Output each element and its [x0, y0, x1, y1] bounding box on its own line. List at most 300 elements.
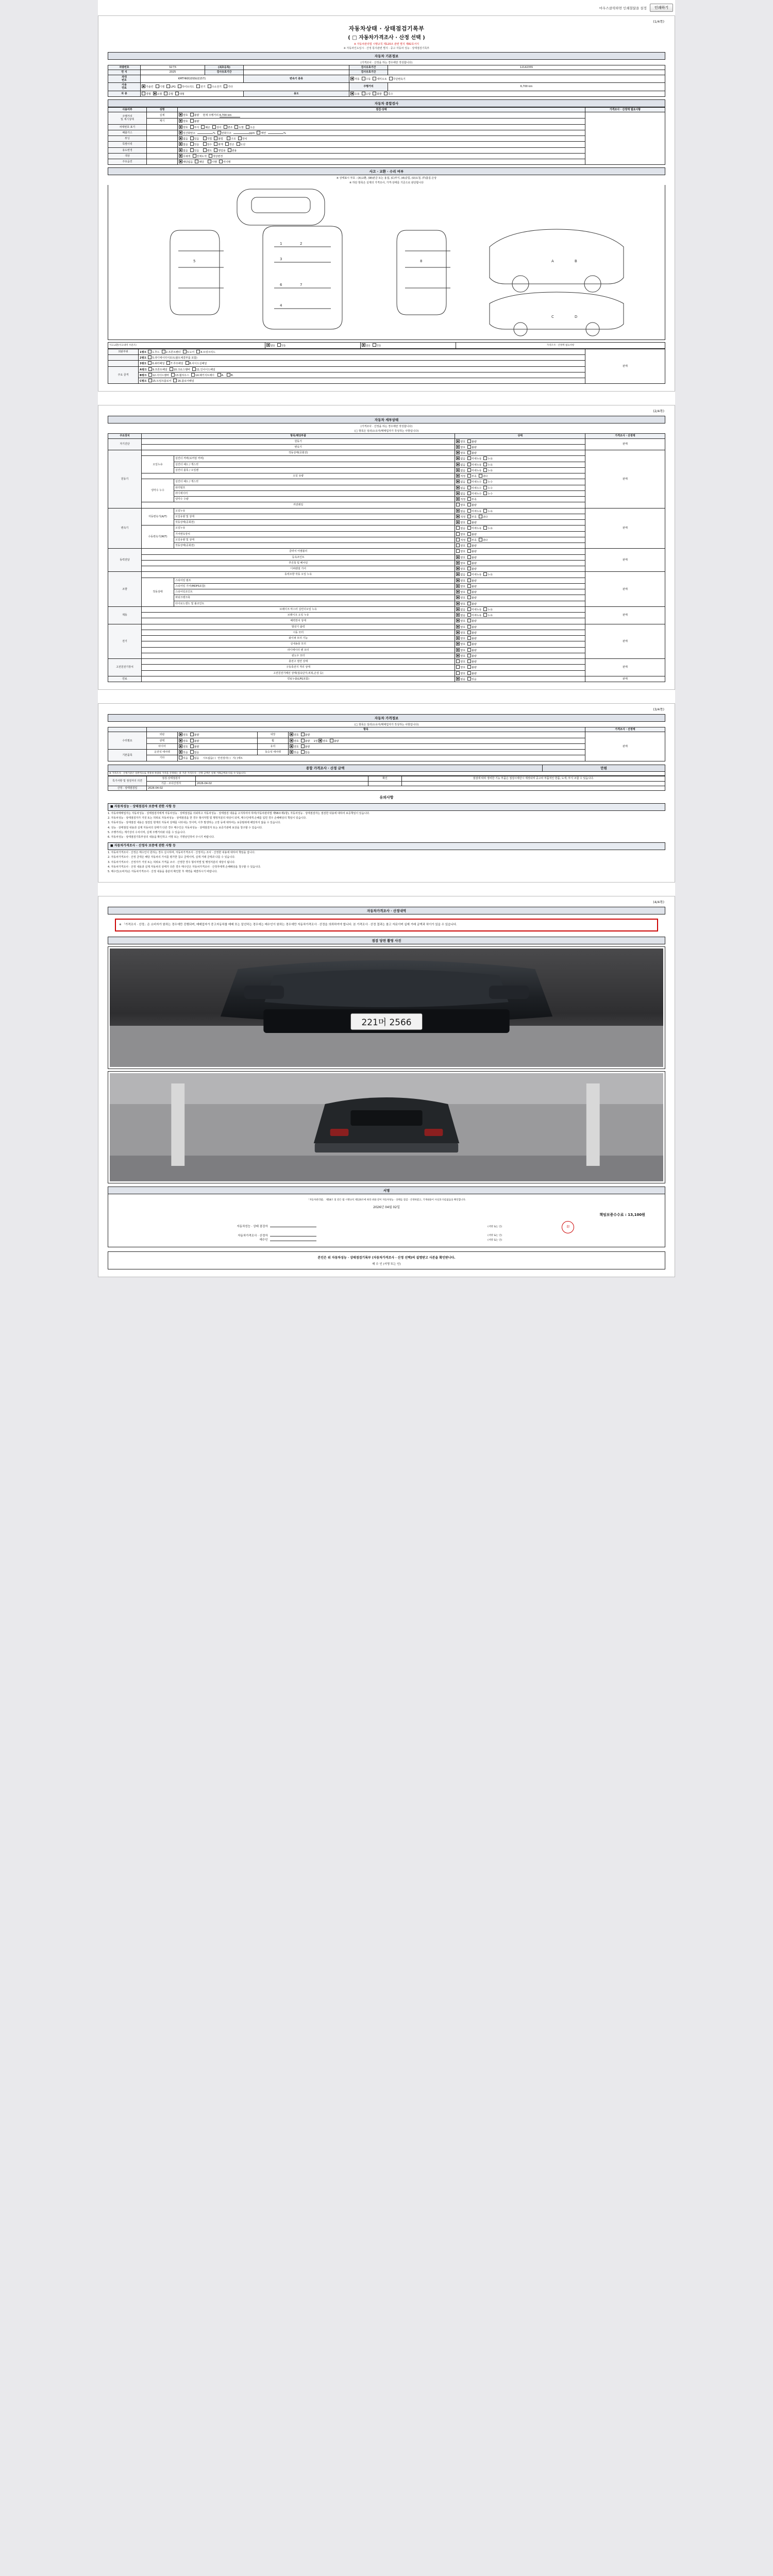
row-st-act: 작동상태 — [142, 578, 174, 606]
result-appraiser-label: 기준 · 조사산정자 — [147, 781, 196, 786]
guide-item-2-1: 2. 자동차가격조사 · 산정 금액은 해당 자동차의 가치를 평가한 참고 금액이며, 실제 거래 금액과 다를 수 있습니다. — [108, 856, 236, 859]
svg-text:6: 6 — [280, 283, 282, 287]
result-band: 종합 가격조사 · 산정 금액 — [108, 765, 543, 771]
opts-eng-commonrail: 양호 불량 — [455, 502, 585, 508]
page-number-3: (3/4쪽) — [653, 707, 664, 712]
photo-front — [108, 946, 665, 1069]
remark-power: 판매 — [585, 549, 665, 572]
row-el-6: 윈도우 모터 — [142, 653, 455, 658]
row-el-4: 실내송풍 모터 — [142, 641, 455, 647]
svg-text:7: 7 — [300, 283, 303, 287]
row-fu-1: 연료누출(LPG포함) — [142, 676, 455, 682]
guide-item-1-3: 4. 성능 · 상태점검 내용과 실제 자동차의 상태가 다른 경우 매수인은 자동차성능 · 상태점검자 또는 보증기관에 보상을 청구할 수 있습니다. — [108, 826, 263, 829]
row-tuning-name — [147, 136, 178, 142]
state-caption-1: (가격조사 · 산정을 하는 경우에만 작성합니다) — [360, 425, 413, 429]
result-inspector-label: 점검·상태점검자 — [147, 776, 196, 781]
row-eng-cool: 냉각수 누수 — [142, 479, 174, 502]
cartype-options: 경형 소형 중형 대형 — [141, 91, 244, 96]
page-1 — [98, 15, 675, 392]
pr-4-o2: 있음 없음 — [289, 750, 585, 755]
label-cartype: 차 종 — [108, 91, 141, 96]
opts-mt-3: 적정 부족 과다 — [455, 537, 585, 543]
row-emission-name — [147, 130, 178, 135]
guide-notes — [108, 803, 665, 874]
row-at: 자동변속기(A/T) — [142, 508, 174, 526]
sub-eng-cool-1: 실린더 헤드 / 개스킷 — [174, 479, 455, 485]
pr-5-n: 기타 — [147, 755, 178, 761]
row-el-1: 발전기 출력 — [142, 624, 455, 630]
guide-item-1-5: 6. 자동차성능 · 상태점검기록부상의 내용을 확인하고 서명 또는 기명날인하여 주시기 바랍니다. — [108, 836, 215, 839]
page4-title: 자동차가격조사 · 산정내역 — [108, 907, 665, 914]
value-year: 2025 — [141, 70, 205, 75]
opts-eng-oil-1: 없음 미세누유 누유 — [455, 456, 585, 462]
row-pw-2: 등속조인트 — [142, 554, 455, 560]
sign-row-0-label: 자동차성능 · 상태 점검자 — [237, 1225, 268, 1229]
plate-text: 221머 2566 — [361, 1016, 412, 1027]
result-date-value: 2026-04-02 — [147, 786, 665, 790]
sub-at-1: 오일누유 — [174, 508, 455, 514]
row-usechange-name — [147, 147, 178, 153]
sub-mt-3: 오일유량 및 상태 — [174, 537, 455, 543]
guide-item-2-0: 1. 자동차가격조사 · 산정은 매수인이 원하는 경우 실시하며, 자동차가격조사 · 산정자는 조사 · 산정한 내용에 대하여 책임을 집니다. — [108, 851, 256, 854]
row-usechange-opts: 없음 있음 렌트 영업용 관용 — [178, 147, 585, 153]
row-hv-3: 고전원전기배선 상태(접속단자,피복,손상 등) — [142, 670, 455, 676]
pr-2-n2: 휠 — [258, 738, 289, 743]
opts-st-6: 양호 불량 — [455, 601, 585, 606]
parts-outer-rank2: 2랭크 5.라디에이터서포트(볼트체결부품 포함) — [139, 355, 585, 361]
row-br-1: 브레이크 마스터 실린더오일 누유 — [142, 606, 455, 612]
accident-remark: 판매 — [585, 349, 665, 384]
opts-pw-2: 양호 불량 — [455, 554, 585, 560]
result-band-right: 만원 — [543, 765, 665, 771]
price-col-1: 항목 — [147, 727, 585, 732]
row-pw-3: 추진축 및 베어링 — [142, 560, 455, 566]
opts-el-6: 양호 불량 — [455, 653, 585, 658]
section-price-band: 자동차 가격정보 — [108, 714, 665, 722]
sub-eng-oil-1: 실린더 커버(로커암 커버) — [174, 456, 455, 462]
opts-mt-2: 양호 불량 — [455, 531, 585, 537]
photo-front-image — [110, 948, 663, 1067]
price-caption: (□ 항목은 딜러/소유자/매매업자가 작성하는 사항입니다) — [354, 723, 419, 727]
opts-eng-idle: 양호 불량 — [455, 450, 585, 456]
sub-eng-oil-3: 실린더 블록 / 오일팬 — [174, 467, 455, 473]
opts-pw-1: 양호 불량 — [455, 549, 585, 554]
row-hv-1: 충전구 절연 상태 — [142, 659, 455, 665]
parts-outer-label-3 — [108, 361, 139, 366]
pr-1-n2: 내장 — [258, 732, 289, 738]
opts-pw-4: 양호 불량 — [455, 566, 585, 572]
label-mileage: 주행거리 — [349, 83, 388, 91]
opts-fu-1: 없음 있음 — [455, 676, 585, 682]
guide-item-2-2: 3. 자동차가격조사 · 산정자가 거짓 또는 허위로 가격을 조사 · 산정한 경우 형사처벌 및 행정처분의 대상이 됩니다. — [108, 860, 236, 864]
guide-sec1: ■ 자동차성능 · 상태점검자 보증에 관한 사항 등 — [108, 803, 665, 811]
opts-eng-cool-4: 적정 부족 — [455, 497, 585, 502]
price-col-3: 가격조사 · 산정액 — [585, 727, 665, 732]
label-car-no: 차량번호 — [108, 65, 141, 70]
sub-eng-cool-3: 라디에이터 — [174, 490, 455, 496]
parts-outer-rank1: 1랭크 1.후드 2.프론트휀더 3.도어 4.트렁크리드 — [139, 349, 585, 354]
label-transmission: 변속기 종류 — [244, 75, 349, 83]
opts-sd-engine: 양호 불량 — [455, 438, 585, 444]
parts-outer-label: 외판부위 — [108, 349, 139, 354]
row-pw-1: 클러치 어셈블리 — [142, 549, 455, 554]
opts-sd-trans: 양호 불량 — [455, 444, 585, 450]
photo-rear — [108, 1071, 665, 1183]
row-emission-opts: 일산화탄소 % 탄화수소 ppm 매연 % — [178, 130, 585, 135]
opts-st-3: 양호 불량 — [455, 583, 585, 589]
state-col-4: 가격조사 · 산정액 — [585, 434, 665, 438]
sub-eng-cool-4: 냉각수 수량 — [174, 497, 455, 502]
row-br-3: 배력장치 상태 — [142, 618, 455, 624]
parts-main-b: B랭크 12.사이드맴버 13.휠하우스 14.패키지트레이 A. B. — [139, 372, 585, 378]
grp-elec: 전기 — [108, 624, 142, 659]
pr-5-o: 있음 없음 시트없음( ) 안전검사( ) 기( )세트 — [178, 755, 585, 761]
pr-2-o2: 양호 불량 1열 양호 불량 — [289, 738, 585, 743]
row-eng-oil: 오일누유 — [142, 456, 174, 473]
row-history-label: 특별이력 — [108, 142, 147, 147]
row-meter-opts: 양호 불량 — [178, 118, 585, 124]
result-date-label: 산정 · 상태점검일 — [108, 786, 147, 790]
car-damage-diagram[interactable] — [108, 185, 665, 340]
label-fuel: 사용 연료 — [108, 83, 141, 91]
opts-st-5: 양호 불량 — [455, 595, 585, 601]
remark-trans: 판매 — [585, 508, 665, 549]
legend-right-head: 가격조사 · 산정액 필요사항 — [456, 343, 665, 349]
grp-fuel: 연료 — [108, 676, 142, 682]
value-vin: KMTHK81DSSU21571 — [141, 75, 244, 83]
guide-item-1-4: 5. 주행거리는 계기상의 수치이며, 실제 주행거리와 다를 수 있습니다. — [108, 831, 186, 834]
accident-caption-2: ※ 하단 항목은 실제의 가격조사, 가격·상태를 기준으로 판단합니다 — [349, 181, 424, 185]
pr-4-o: 있음 없음 — [178, 750, 258, 755]
row-eng-oilqty: 오일 유량 — [142, 473, 455, 479]
legend-left: 사고교환(사고내역 수준조) — [108, 343, 265, 349]
grp-repair: 수리필요 — [108, 732, 147, 750]
label-validity-2: 검사유효기간 — [205, 70, 244, 75]
col-price-note: 가격조사 · 산정액 필요사항 — [585, 107, 665, 112]
label-validity-3: 검사유효기간 — [349, 70, 388, 75]
opts-eng-oil-3: 없음 미세누유 누유 — [455, 467, 585, 473]
section-basic-band: 자동차 기본정보 — [108, 52, 665, 60]
sub-st-3: 스티어링조인트 — [174, 589, 455, 595]
opts-el-3: 양호 불량 — [455, 636, 585, 641]
remark-fuel: 판매 — [585, 676, 665, 682]
result-confirm-label: 확인 — [368, 776, 402, 781]
remark-selfdiag: 판매 — [585, 438, 665, 450]
state-caption-2: (□ 항목은 딜러/소유자/매매업자가 작성하는 사항입니다) — [354, 430, 419, 433]
row-color-name — [147, 153, 178, 159]
grp-steer: 조향 — [108, 572, 142, 607]
section-state-band: 자동차 세부상태 — [108, 416, 665, 423]
page4-bottom-text: 본인은 위 자동차성능 · 상태점검기록부 (자동차가격조사 · 산정 선택)의 설명받고 사본을 확인받나다. — [317, 1256, 456, 1260]
row-mt: 수동변속기(M/T) — [142, 526, 174, 549]
opts-at-1: 없음 미세누유 누유 — [455, 508, 585, 514]
legend-opts-2: 없음 있음 — [361, 343, 456, 349]
photo-section-title: 점검 당면 촬영 사진 — [108, 937, 665, 944]
accident-caption-1: ※ 상태표시 부호 : (X)교환, (W)판금 또는 용접, (C)부식, (A)긁힘, (U)요철, (T)흠집·손상 — [336, 177, 437, 180]
row-color-opts: 무채색 전체도색 색상변경 — [178, 153, 585, 159]
parts-main-c: C랭크 15.트렁크플로어 16.플로어패널 — [139, 378, 585, 384]
opts-eng-cool-3: 없음 미세누수 누수 — [455, 490, 585, 496]
grp-brake: 제동 — [108, 606, 142, 624]
row-mileage-name: 실제 — [147, 112, 178, 118]
col-name: 성명 — [147, 107, 178, 112]
opts-br-3: 양호 불량 — [455, 618, 585, 624]
fee-label: 책임보증수수료 : 13,100원 — [599, 1212, 645, 1217]
sign-row-2-suffix: (서명 또는 인) — [488, 1239, 502, 1242]
row-history-name — [147, 142, 178, 147]
row-eng-idle: 작동상태(공회전) — [142, 450, 455, 456]
opts-hv-1: 양호 불량 — [455, 659, 585, 665]
price-col-0 — [108, 727, 147, 732]
sub-mt-1: 오일누유 — [174, 526, 455, 531]
pr-3-o2: 양호 불량 — [289, 743, 585, 749]
guide-item-1-0: 1. 자동차매매업자는 자동차성능 · 상태점검자에게 자동차성능 · 상태점검을 의뢰하고 자동차성능 · 상태점검 내용을 고지하여야 하며(자동차관리법 제58조제1항), 자동차성능 · 상태점검자는 점검한 내용에 대하여 보증책임이 있습니다. — [108, 811, 370, 815]
header-note-1: ※ 자동차관리법 시행규칙 제120조 관련 별지 제82호서식 — [354, 43, 419, 46]
state-table — [108, 433, 665, 682]
page-3 — [98, 703, 675, 883]
opts-pw-3: 양호 불량 — [455, 560, 585, 566]
parts-main-label: 주요 골격 — [108, 366, 139, 384]
pr-1-o: 양호 불량 — [178, 732, 258, 738]
grp-base: 기본품목 — [108, 750, 147, 761]
label-vin: 차대 번호 — [108, 75, 141, 83]
price-note-cell — [585, 112, 665, 165]
guide-sec2: ■ 자동차가격조사 · 산정자 보증에 관한 사항 등 — [108, 842, 665, 850]
row-color-label: 색상 — [108, 153, 147, 159]
opts-hv-3: 양호 불량 — [455, 670, 585, 676]
svg-text:B: B — [575, 259, 577, 264]
remark-brake: 판매 — [585, 606, 665, 624]
pr-2-o: 양호 불량 — [178, 738, 258, 743]
svg-text:8: 8 — [420, 259, 423, 264]
price-remark: 판매 — [585, 732, 665, 761]
row-recall-name — [147, 159, 178, 165]
legend-opts-1: 없음 있음 — [265, 343, 361, 349]
sign-row-1-label: 자동차가격조사 · 산정자 — [238, 1234, 268, 1238]
page-2 — [98, 405, 675, 690]
pr-4-n2: 동승석 에어백 — [258, 750, 289, 755]
header-note-2: ※ 자동차인도일시 · 산정 통지관련 별지 · 중고 자동차 성능 · 상태점검기록부 — [343, 47, 430, 50]
mileage-value: 6,700 km — [220, 114, 240, 117]
parts-outer-rank3: 3랭크 6.쿼터패널 7.루프패널 8.사이드실패널 — [139, 361, 585, 366]
value-car-no: 32가5 — [141, 65, 205, 70]
opts-at-2: 적정 부족 과다 — [455, 514, 585, 519]
row-tuning-label: 튜닝 — [108, 136, 147, 142]
guide-item-2-3: 4. 자동차가격조사 · 산정 내용과 실제 자동차의 상태가 다른 경우 매수인은 자동차가격조사 · 산정자에게 손해배상을 청구할 수 있습니다. — [108, 865, 261, 869]
row-meter-name: 계기 — [147, 118, 178, 124]
basic-info-table — [108, 65, 665, 97]
sub-at-2: 오일유량 및 상태 — [174, 514, 455, 519]
price-table — [108, 727, 665, 761]
opts-eng-oilqty: 적정 부족 과다 — [455, 473, 585, 479]
row-recall-label: 주요옵션 — [108, 159, 147, 165]
col-usage: 사용여부 — [108, 107, 147, 112]
opts-st-2: 양호 불량 — [455, 578, 585, 583]
usage-options: 승용 승합 화물 특수 — [349, 91, 665, 96]
result-inspector-value — [196, 776, 368, 781]
guide-item-1-1: 2. 자동차성능 · 상태점검자가 거짓 또는 허위로 자동차성능 · 상태점검을 한 경우 형사처벌 및 행정처분의 대상이 되며, 매수인에게 손해를 입힌 경우 손해배상의 책임이 있습니다. — [108, 817, 307, 820]
opts-st-1: 없음 미세누유 누유 — [455, 572, 585, 578]
opts-br-1: 없음 미세누유 누유 — [455, 606, 585, 612]
remark-engine: 판매 — [585, 450, 665, 509]
state-col-3: 상태 — [455, 434, 585, 438]
result-memo-label: 특기사항 및 점검자의 의견 — [108, 776, 147, 786]
page-number-2: (2/4쪽) — [653, 409, 664, 414]
pr-2-n3: 1열 — [313, 739, 318, 743]
svg-text:4: 4 — [280, 303, 282, 308]
opts-br-2: 없음 미세누유 누유 — [455, 613, 585, 618]
opts-el-5: 양호 불량 — [455, 647, 585, 653]
remark-steer: 판매 — [585, 572, 665, 607]
row-el-2: 시동 모터 — [142, 630, 455, 635]
svg-text:D: D — [575, 315, 578, 319]
transmission-options: 자동 수동 세미오토 무단변속기 — [349, 75, 665, 83]
row-tuning-opts: 없음 있음 적법 불법 구조 장치 — [178, 136, 585, 142]
opts-el-2: 양호 불량 — [455, 630, 585, 635]
grp-power: 동력전달 — [108, 549, 142, 572]
row-el-3: 와이퍼 모터 기능 — [142, 636, 455, 641]
row-pw-4: 디퍼렌셜 기어 — [142, 566, 455, 572]
svg-text:C: C — [551, 315, 554, 319]
row-eng-commonrail: 커먼레일 — [142, 502, 455, 508]
accident-legend-table — [108, 342, 665, 349]
row-usechange-label: 용도변경 — [108, 147, 147, 153]
svg-text:A: A — [551, 259, 554, 264]
sign-note: 「자동차관리법」 제58조 및 같은 법 시행규칙 제120조에 따라 위와 같이 자동차성능 · 상태를 점검 · 산정하였고, 기재내용이 사실과 다름없음을 확인합니다. — [307, 1198, 466, 1201]
row-recall-opts: 해당없음 해당 이행 미이행 — [178, 159, 585, 165]
value-validity-3 — [388, 70, 665, 75]
result-inner-note: 점검에 따라 정비한 기능 부품은 점검시에만시 제정되며 중고차 부품적인 한품, 도색, 부식 조합 수 있습니다. — [402, 776, 665, 781]
price-opt-2: 기( )세트 — [232, 757, 243, 760]
label-first-reg: (최초등록) — [205, 65, 244, 70]
label-year: 연 식 — [108, 70, 141, 75]
label-validity: 검사유효기간 — [349, 65, 388, 70]
page-4 — [98, 896, 675, 1277]
guide-item-1-2: 3. 자동차성능 · 상태점검 내용은 점검일 현재의 자동차 상태를 나타내는 것이며, 이후 발생하는 고장 등에 대하여는 보증범위에 해당하지 않을 수 있습니다. — [108, 821, 281, 825]
sub-at-3: 작동상태(공회전) — [174, 520, 455, 526]
stamp-icon: 印 — [562, 1221, 574, 1233]
price-opt-1: 안전검사( ) — [217, 757, 231, 760]
pr-2-n: 광택 — [147, 738, 178, 743]
result-table — [108, 765, 665, 776]
row-vin-label: 차대번호 표기 — [108, 124, 147, 130]
value-first-reg — [244, 65, 349, 70]
row-emission-label: 배출가스 — [108, 130, 147, 135]
value-mileage: 6,700 km — [388, 83, 665, 91]
row-br-2: 브레이크 오일 누유 — [142, 613, 455, 618]
guide-item-2-4: 5. 매수인(소비자)은 자동차가격조사 · 산정 내용을 충분히 확인한 후 계약을 체결하시기 바랍니다. — [108, 870, 217, 873]
page4-notice: ※ 「가격조사 · 산정」은 소비자가 원하는 경우에만 진행되며, 매매업자가 중고자동차를 매매 또는 알선하는 경우에는 매수인이 원하는 경우에만 자동차가격조사 · 산정을 의뢰하여야 합니다. 본 가격조사 · 산정 결과는 참고 자료이며 실제 거래 금액과 차이가 있을 수 있습니다. — [115, 919, 658, 931]
top-toolbar — [98, 0, 675, 15]
section-accident-band: 사고 · 교환 · 수리 여부 — [108, 167, 665, 175]
row-hv-2: 구동축전지 격리 상태 — [142, 665, 455, 670]
page4-bottom-sign: 매 수 인 (서명 또는 인) — [372, 1263, 401, 1266]
page-subtitle: ( □ 자동차가격조사 · 산정 선택 ) — [348, 35, 425, 41]
section-detail-band: 자동차 종합검사 — [108, 99, 665, 107]
photo-rear-image — [110, 1073, 663, 1181]
value-validity-2 — [244, 70, 349, 75]
opts-eng-cool-1: 없음 미세누수 누수 — [455, 479, 585, 485]
sign-row-2-label: 매수인 — [259, 1239, 268, 1242]
sub-eng-cool-2: 워터펌프 — [174, 485, 455, 490]
svg-text:2: 2 — [300, 242, 303, 246]
page-title: 자동차상태 · 상태점검기록부 — [348, 25, 425, 32]
opts-eng-cool-2: 없음 미세누수 누수 — [455, 485, 585, 490]
page-number-1: (1/4쪽) — [653, 20, 664, 24]
svg-text:5: 5 — [193, 259, 196, 264]
grp-trans: 변속기 — [108, 508, 142, 549]
pr-3-n2: 유리 — [258, 743, 289, 749]
print-button[interactable]: 인쇄하기 — [650, 4, 673, 12]
sub-eng-oil-2: 실린더 헤드 / 개스킷 — [174, 462, 455, 467]
row-el-5: 라디에이터 팬 모터 — [142, 647, 455, 653]
sign-row-0-suffix: (서명 또는 인) — [488, 1225, 502, 1228]
pr-1-o2: 양호 불량 — [289, 732, 585, 738]
accident-parts-table — [108, 349, 665, 384]
state-col-1: 주요장치 — [108, 434, 142, 438]
state-col-2: 항목/해당부품 — [142, 434, 455, 438]
opts-mt-1: 없음 미세누유 누유 — [455, 526, 585, 531]
sub-st-2: 스티어링 기어(MDPS포함) — [174, 583, 455, 589]
row-vin-name — [147, 124, 178, 130]
row-history-opts: 없음 있음 침수 화재 전손 도난 — [178, 142, 585, 147]
row-sd-engine: 원동기 — [142, 438, 455, 444]
pr-3-o: 양호 불량 — [178, 743, 258, 749]
result-sign-table — [108, 776, 665, 791]
result-appraiser-value: 2026-04-02 — [196, 781, 368, 786]
value-validity: 12142355 — [388, 65, 665, 70]
label-usage: 용도 — [244, 91, 349, 96]
sub-st-1: 스티어링 펌프 — [174, 578, 455, 583]
result-confirm-2 — [368, 781, 402, 786]
parts-outer-label-2 — [108, 355, 139, 361]
remark-elec: 판매 — [585, 624, 665, 659]
svg-text:3: 3 — [280, 257, 282, 262]
sub-st-5: 타이로드엔드 및 볼조인트 — [174, 601, 455, 606]
result-blank — [402, 781, 665, 786]
remark-hv: 판매 — [585, 659, 665, 676]
pr-1-n: 외판 — [147, 732, 178, 738]
sub-mt-2: 기어변속장치 — [174, 531, 455, 537]
row-sd-trans: 변속기 — [142, 444, 455, 450]
parts-main-a: A랭크 9.프론트패널 10.크로스맴버 11.인사이드패널 — [139, 366, 585, 372]
grp-hv: 고전원전기장치 — [108, 659, 142, 676]
col-state: 점검·상태 — [178, 107, 585, 112]
sign-date: 2026년 04월 02일 — [373, 1205, 400, 1209]
opts-el-4: 양호 불량 — [455, 641, 585, 647]
opts-at-3: 양호 불량 — [455, 520, 585, 526]
fuel-options: 가솔린 디젤 LPG 하이브리드 전기 수소전기 기타 — [141, 83, 349, 91]
print-note: 마우스클릭하면 인쇄칠않을 설정 — [599, 6, 647, 10]
result-note: ※ 가격조사 · 산정기준은 일반적으로 적정성 차량의 가격을 산정하는 중 기준 가격조사 · 산정 금액은 실제 거래금액과 다를 수 있습니다. — [108, 771, 665, 776]
row-mileage-label: 주행거리 및 계기상태 — [108, 112, 147, 125]
opts-eng-oil-2: 없음 미세누유 누유 — [455, 462, 585, 467]
sign-section-title: 서명 — [108, 1187, 665, 1194]
row-vin-opts: 양호 부식 훼손 상이 변조 도말 오손 — [178, 124, 585, 130]
pr-3-n: 타이어 — [147, 743, 178, 749]
detail-table — [108, 107, 665, 165]
guide-title: 유의사항 — [379, 795, 394, 800]
svg-text:1: 1 — [280, 242, 282, 246]
opts-st-4: 양호 불량 — [455, 589, 585, 595]
opts-mt-4: 양호 불량 — [455, 543, 585, 549]
sign-row-1-suffix: (서명 또는 인) — [488, 1234, 502, 1238]
opts-el-1: 양호 불량 — [455, 624, 585, 630]
row-mileage-opts: 양호 불량 현재 주행거리 6,700 km — [178, 112, 585, 118]
grp-engine: 원동기 — [108, 450, 142, 509]
pr-4-n: 운전석 에어백 — [147, 750, 178, 755]
price-opt-0: 시트없음( ) — [203, 757, 216, 760]
